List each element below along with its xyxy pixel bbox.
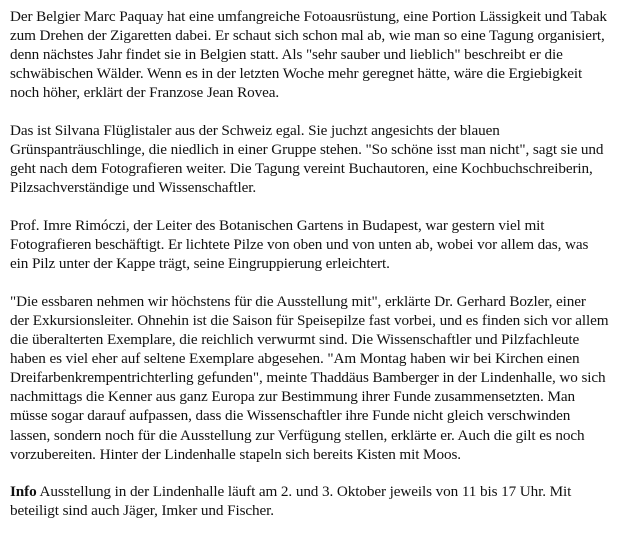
text-line: noch höher, erklärt der Franzose Jean Rovea. <box>10 84 280 102</box>
text-line: vorzubereiten. Hinter der Lindenhalle stapeln sich bereits Kisten mit Moos. <box>10 445 461 463</box>
text-line: Fotografieren beschäftigt. Er lichtete Pilze von oben und von unten ab, wobei vor allem das, was <box>10 236 589 254</box>
text-line: Der Belgier Marc Paquay hat eine umfangreiche Fotoausrüstung, eine Portion Lässigkeit und Tabak <box>10 8 607 25</box>
text-line: lassen, sondern noch für die Ausstellung zur Verfügung stellen, erklärte er. Auch die gilt es noch <box>10 426 585 444</box>
text-line: denn nächstes Jahr findet sie in Belgien statt. Als "sehr sauber und lieblich" beschreibt er die <box>10 46 563 64</box>
text-line: Prof. Imre Rimóczi, der Leiter des Botanischen Gartens in Budapest, war gestern viel mit <box>10 217 545 235</box>
text-line: "Die essbaren nehmen wir höchstens für die Ausstellung mit", erklärte Dr. Gerhard Bozler, einer <box>10 292 586 310</box>
paragraph-2 <box>10 121 615 197</box>
text-line <box>10 482 615 501</box>
text-line: ein Pilz unter der Kappe trägt, seine Eingruppierung erleichtert. <box>10 255 390 273</box>
text-line: Dreifarbenkrempentrichterling gefunden", meinte Thaddäus Bamberger in der Lindenhalle, wo sich <box>10 369 606 387</box>
article-body <box>10 7 615 539</box>
info-label: Info <box>10 483 37 501</box>
text-line: Das ist Silvana Flüglistaler aus der Schweiz egal. Sie juchzt angesichts der blauen <box>10 122 500 140</box>
text-line: der Exkursionsleiter. Ohnehin ist die Saison für Speisepilze fast vorbei, und es finden sich vor allem <box>10 312 609 329</box>
paragraph-1 <box>10 7 615 102</box>
text-line: nachmittags die Kenner aus ganz Europa zur Bestimmung ihrer Funde zusammensetzten. Man <box>10 388 575 406</box>
text-line: müsse sogar darauf aufpassen, dass die Wissenschaftler ihre Funde nicht gleich verschwinden <box>10 407 571 425</box>
paragraph-3 <box>10 216 615 273</box>
text-line: zum Drehen der Zigaretten dabei. Er schaut sich schon mal ab, wie man so eine Tagung organisiert, <box>10 27 605 45</box>
info-text: Ausstellung in der Lindenhalle läuft am 2. und 3. Oktober jeweils von 11 bis 17 Uhr. Mit <box>36 483 572 501</box>
text-line: die überalterten Exemplare, die reichlich verwurmt sind. Die Wissenschaftler und Pilzfachleute <box>10 331 580 349</box>
text-line: haben es viel eher auf seltene Exemplare abgesehen. "Am Montag haben wir bei Kirchen einen <box>10 350 580 368</box>
text-line: Grünspanträuschlinge, die niedlich in einer Gruppe stehen. "So schöne isst man nicht", sagt sie und <box>10 141 604 159</box>
paragraph-4 <box>10 292 615 464</box>
info-paragraph <box>10 482 615 520</box>
text-line: beteiligt sind auch Jäger, Imker und Fischer. <box>10 502 274 520</box>
text-line: schwäbischen Wälder. Wenn es in der letzten Woche mehr geregnet hätte, wäre die Ergiebigkeit <box>10 65 583 83</box>
text-line: geht nach dem Fotografieren weiter. Die Tagung vereint Buchautoren, eine Kochbuchschreiberin, <box>10 160 593 178</box>
text-line: Pilzsachverständige und Wissenschaftler. <box>10 179 257 197</box>
